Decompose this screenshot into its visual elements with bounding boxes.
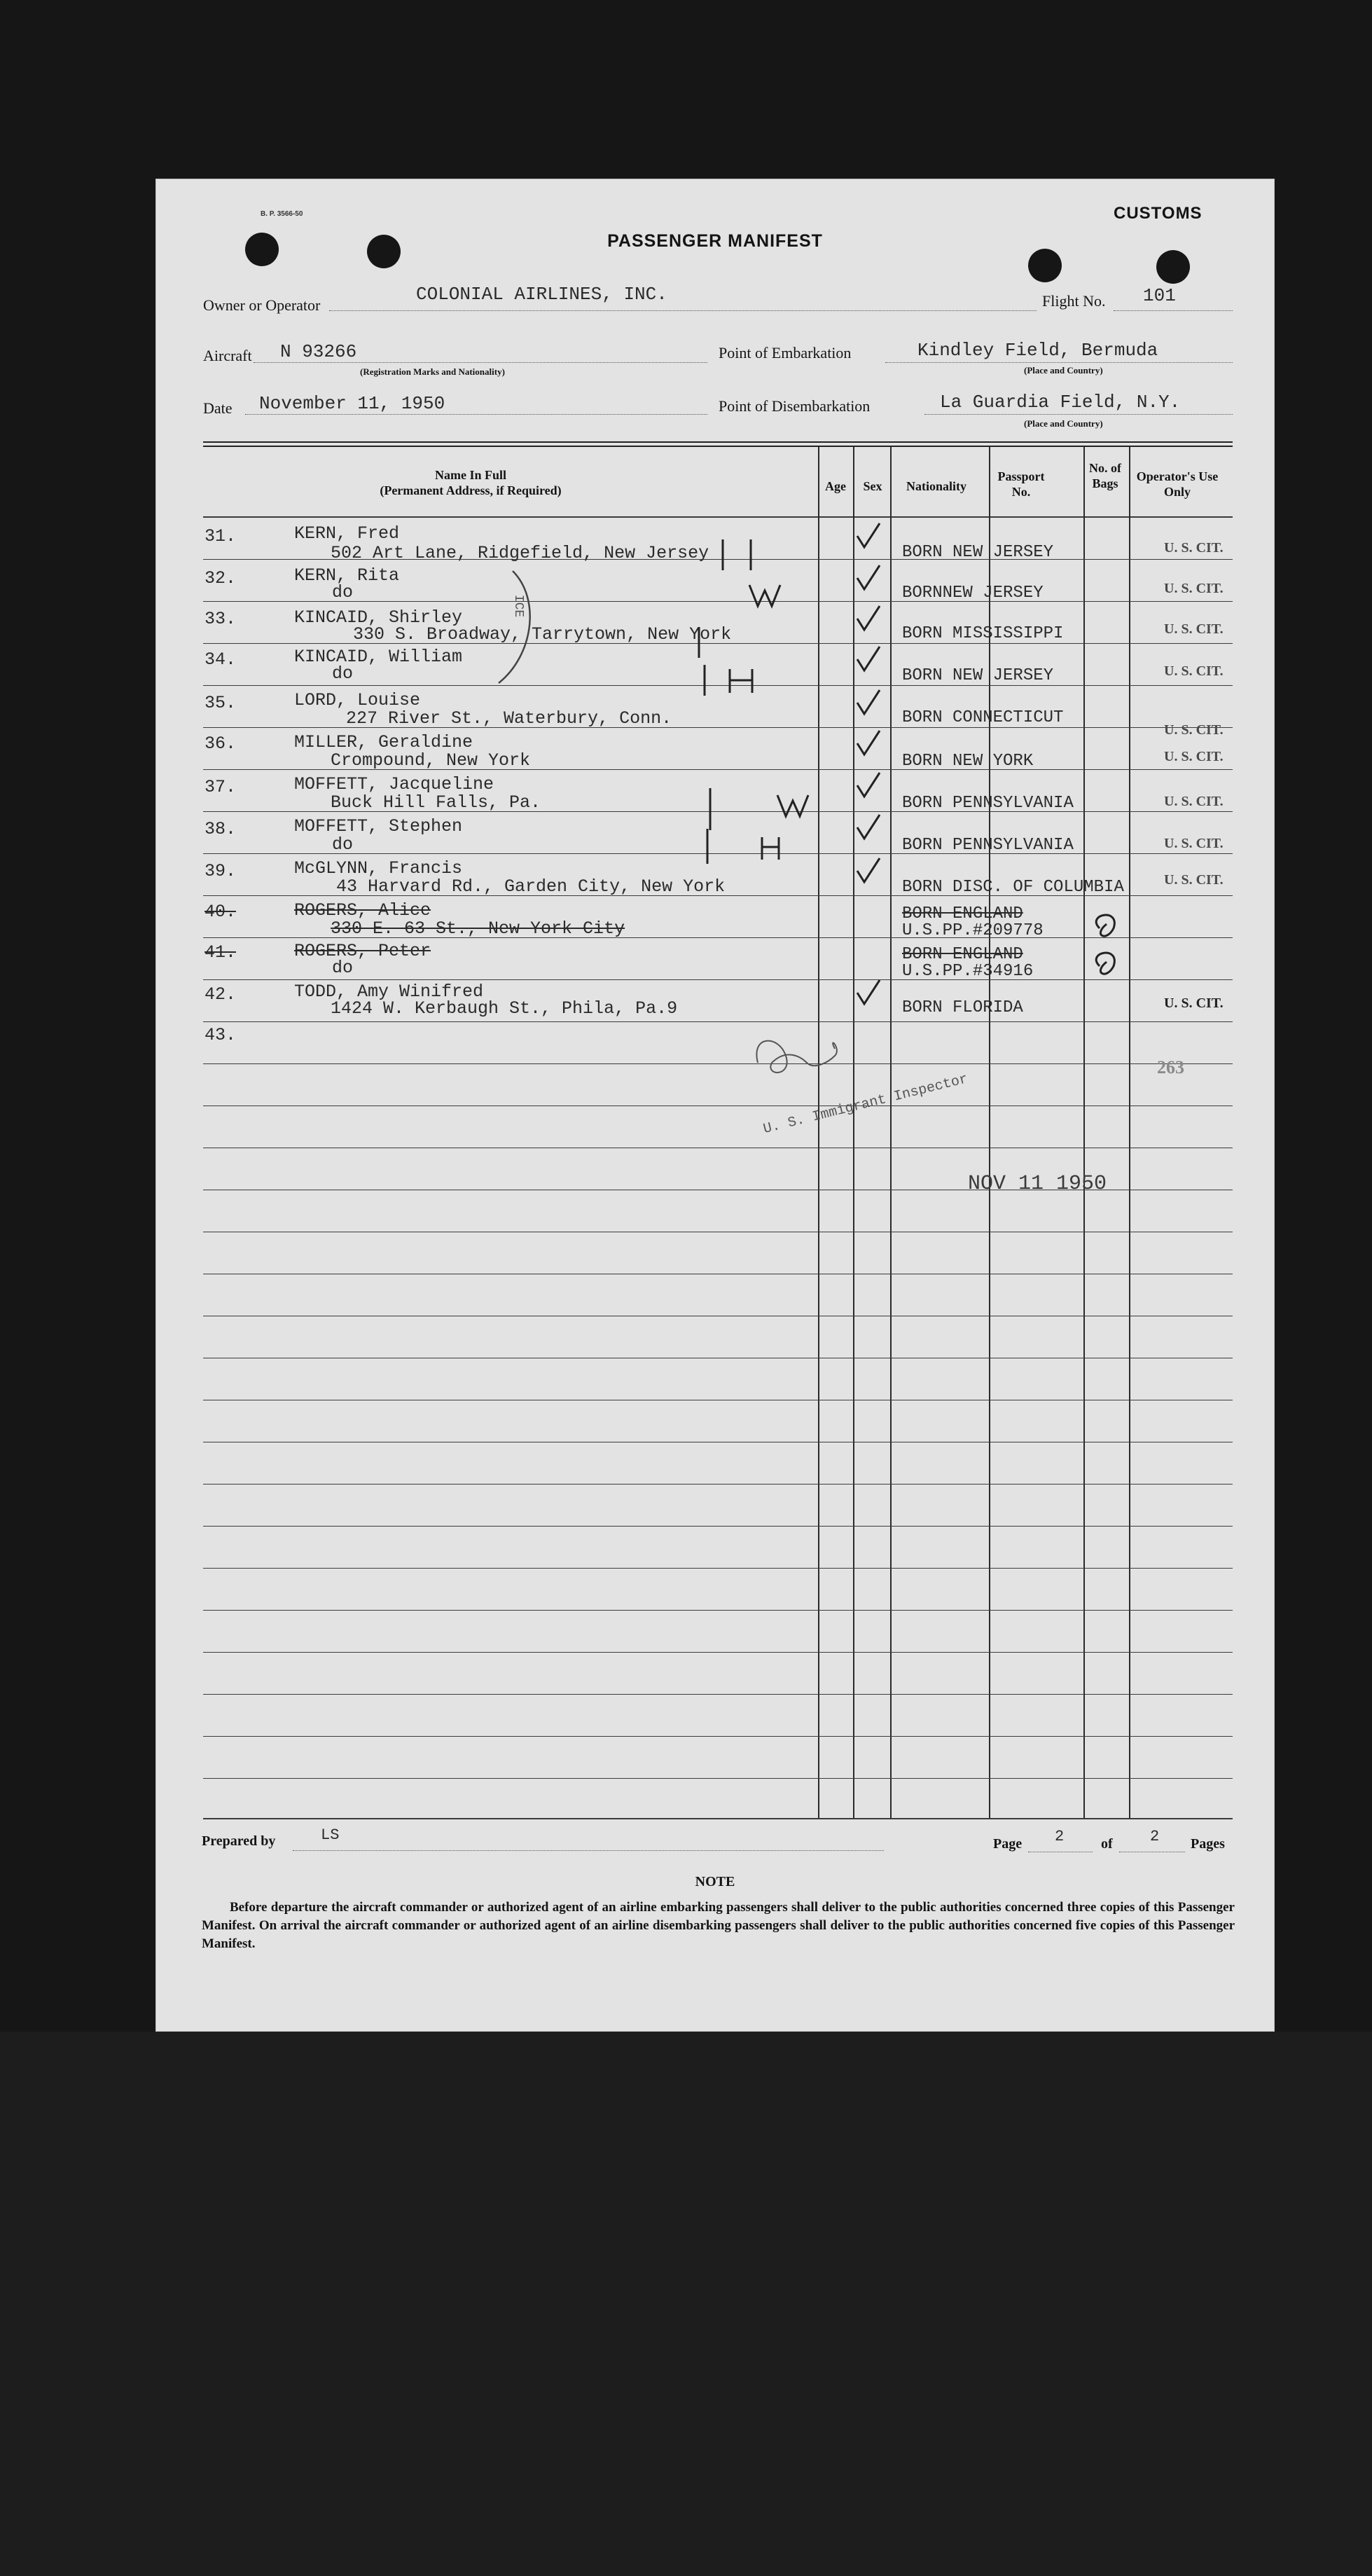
scan-background — [0, 2032, 1372, 2576]
aircraft-label: Aircraft — [203, 347, 252, 364]
page-title: PASSENGER MANIFEST — [607, 231, 823, 251]
prepared-underline — [293, 1850, 884, 1851]
disembark-label: Point of Disembarkation — [719, 397, 871, 415]
embark-value: Kindley Field, Bermuda — [917, 340, 1158, 361]
date-label: Date — [203, 399, 233, 417]
aircraft-sublabel: (Registration Marks and Nationality) — [360, 366, 505, 377]
manifest-sheet: B. P. 3566-50 CUSTOMS PASSENGER MANIFEST Owner or Operator COLONIAL AIRLINES, INC. Flight No. 101 Aircraft N 93266 (Registration Marks and Nationality) Point of Embarkation Kindley Field, Bermuda (Place and Country) Date November 11, 1950 Point of Disembarkation La Guardia Field, N.Y. (Place and Country) Name In Full (Permanent Address, if Required) Age Sex Nationality Passport No. No. of Bags Operator's Use Only 31. KERN, Fred 502 Art Lane, Ridgefield, New Jersey BORN NEW JERSEY U. S. CIT. 32. KERN, Rita do BORNNEW JERSEY U. S. CIT. 33. KINCAID, Shirley 330 S. Broadway, Tarrytown, New York BORN MISSISSIPPI U. S. CIT. 34. KINCAID, William do BORN NEW JERSEY U. S. CIT. 35. LORD, Louise 227 River St., Waterbury, Conn. BORN CONNECTICUT U. S. CIT. 36. MILLER, Geraldine Crompound, New York BORN NEW YORK U. S. CIT. 37. MOFFETT, Jacqueline Buck Hill Falls, Pa. BORN PENNSYLVANIA U. S. CIT. 38. MOFFETT, Stephen do BORN PENNSYLVANIA U. S. CIT. 39. McGLYNN, Francis 43 Harvard Rd., Garden City, New York BORN DISC. OF COLUMBIA U. S. CIT. 40. ROGERS, Alice 330 E. 63 St., New York City BORN ENGLAND U.S.PP.#209778 41. ROGERS, Peter do BORN ENGLAND U.S.PP.#34916 42. TODD, Amy Winifred 1424 W. Kerbaugh St., Phila, Pa.9 BORN FLORIDA U. S. CIT. 43. 263 ICE U. S. Immigrant Inspector NOV 11 1950 Prepared by LS Page 2 of 2 Pages NOTE Before departure the aircraft commander or authorized agent of an airline embarking passengers shall deliver to the public authorities concerned three copies of this Passenger Manifest. On arrival the aircraft commander or authorized agent of an airline disembarking passengers shall deliver to the public authorities concerned five copies of this Passenger Manifest. — [155, 179, 1275, 2032]
side-stamp: ICE — [511, 594, 526, 618]
customs-label: CUSTOMS — [1114, 204, 1203, 223]
disembark-sublabel: (Place and Country) — [1024, 418, 1103, 429]
owner-label: Owner or Operator — [203, 296, 321, 314]
col-header-operator: Operator's Use Only — [1136, 469, 1219, 499]
col-header-age: Age — [825, 479, 846, 493]
col-header-name: Name In Full (Permanent Address, if Required) — [380, 468, 562, 497]
embark-label: Point of Embarkation — [719, 344, 852, 361]
page-value: 2 — [1055, 1828, 1065, 1845]
note-body: Before departure the aircraft commander or authorized agent of an airline embarking passengers shall deliver to the public authorities concerned three copies of this Passenger Manifest. On arrival the aircraft commander or authorized agent of an airline disembarking passengers shall deliver to the public authorities concerned five copies of this Passenger Manifest. — [202, 1900, 1235, 1951]
handwritten-marks — [155, 179, 1275, 2032]
aircraft-value: N 93266 — [280, 341, 357, 362]
col-header-passport: Passport No. — [997, 469, 1045, 499]
pages-label: Pages — [1191, 1836, 1225, 1852]
owner-value: COLONIAL AIRLINES, INC. — [416, 284, 667, 305]
of-label: of — [1101, 1836, 1113, 1852]
prepared-value: LS — [321, 1826, 340, 1844]
date-stamp: NOV 11 1950 — [968, 1172, 1107, 1196]
col-header-sex: Sex — [863, 479, 882, 493]
flight-value: 101 — [1143, 285, 1176, 306]
form-code: B. P. 3566-50 — [261, 210, 303, 218]
date-value: November 11, 1950 — [259, 393, 445, 414]
page-label: Page — [993, 1836, 1023, 1852]
flight-label: Flight No. — [1042, 292, 1106, 310]
inspector-stamp: U. S. Immigrant Inspector — [761, 1071, 970, 1138]
col-header-bags: No. of Bags — [1089, 461, 1121, 490]
prepared-label: Prepared by — [202, 1833, 276, 1849]
note-title: NOTE — [695, 1874, 735, 1889]
embark-sublabel: (Place and Country) — [1024, 365, 1103, 376]
col-header-nationality: Nationality — [906, 479, 966, 493]
disembark-value: La Guardia Field, N.Y. — [940, 392, 1181, 413]
of-value: 2 — [1150, 1828, 1160, 1845]
